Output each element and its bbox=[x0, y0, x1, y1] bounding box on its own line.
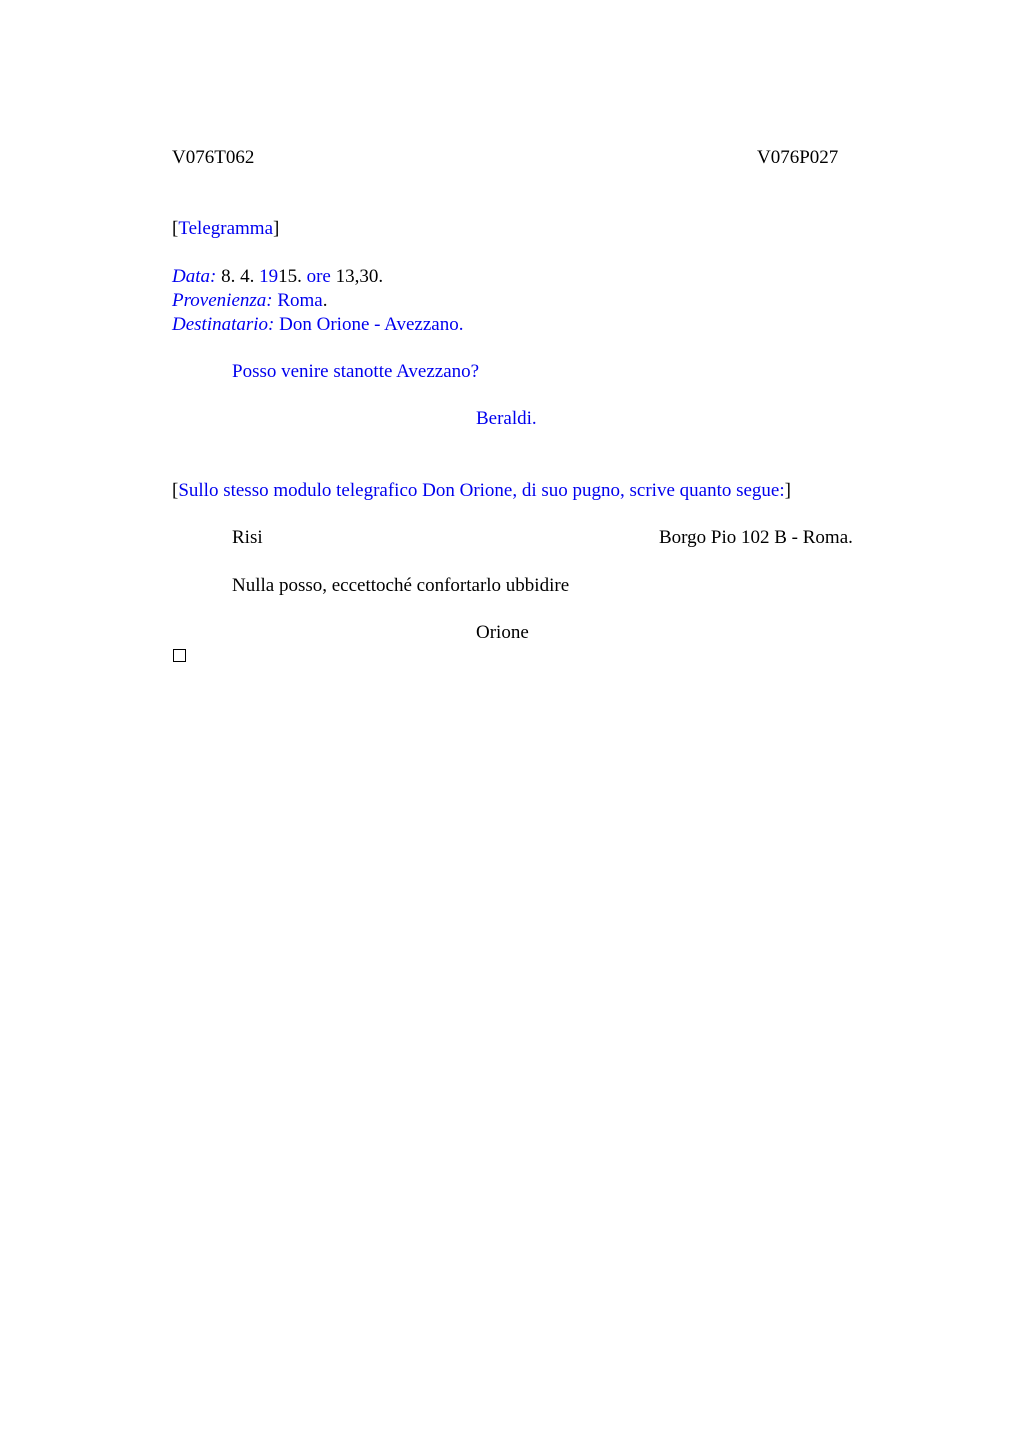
time-value: 13,30. bbox=[330, 266, 384, 287]
end-marker-square-icon bbox=[173, 649, 186, 662]
date-part: 19 bbox=[259, 266, 279, 287]
reply-address: Borgo Pio 102 B - Roma. bbox=[659, 527, 853, 548]
time-label: ore bbox=[306, 266, 331, 287]
recipient-line bbox=[172, 313, 463, 337]
reply-signature: Orione bbox=[476, 622, 529, 643]
origin-value: Roma bbox=[272, 290, 323, 311]
origin-dot: . bbox=[322, 290, 328, 311]
recipient-label: Destinatario: bbox=[172, 314, 275, 335]
bracket-open: [ bbox=[172, 218, 179, 239]
document-code-left: V076T062 bbox=[172, 147, 255, 168]
bracket-close: ] bbox=[784, 480, 791, 501]
origin-line bbox=[172, 289, 328, 313]
telegram-label: Telegramma bbox=[178, 218, 274, 239]
origin-label: Provenienza: bbox=[172, 290, 273, 311]
date-line bbox=[172, 265, 383, 289]
telegram-message: Posso venire stanotte Avezzano? bbox=[232, 361, 480, 382]
reply-addressee: Risi bbox=[232, 527, 263, 548]
editorial-note bbox=[172, 479, 791, 503]
recipient-value: Don Orione - Avezzano. bbox=[274, 314, 464, 335]
date-label: Data: bbox=[172, 266, 217, 287]
date-part: 15. bbox=[278, 266, 307, 287]
reply-message: Nulla posso, eccettoché confortarlo ubbidire bbox=[232, 575, 570, 596]
telegram-sender: Beraldi. bbox=[476, 408, 537, 429]
bracket-close: ] bbox=[273, 218, 280, 239]
telegram-heading bbox=[172, 217, 279, 241]
note-text: Sullo stesso modulo telegrafico Don Orione, di suo pugno, scrive quanto segue: bbox=[178, 480, 785, 501]
date-part: 8. 4. bbox=[216, 266, 260, 287]
document-code-right: V076P027 bbox=[757, 147, 839, 168]
bracket-open: [ bbox=[172, 480, 179, 501]
